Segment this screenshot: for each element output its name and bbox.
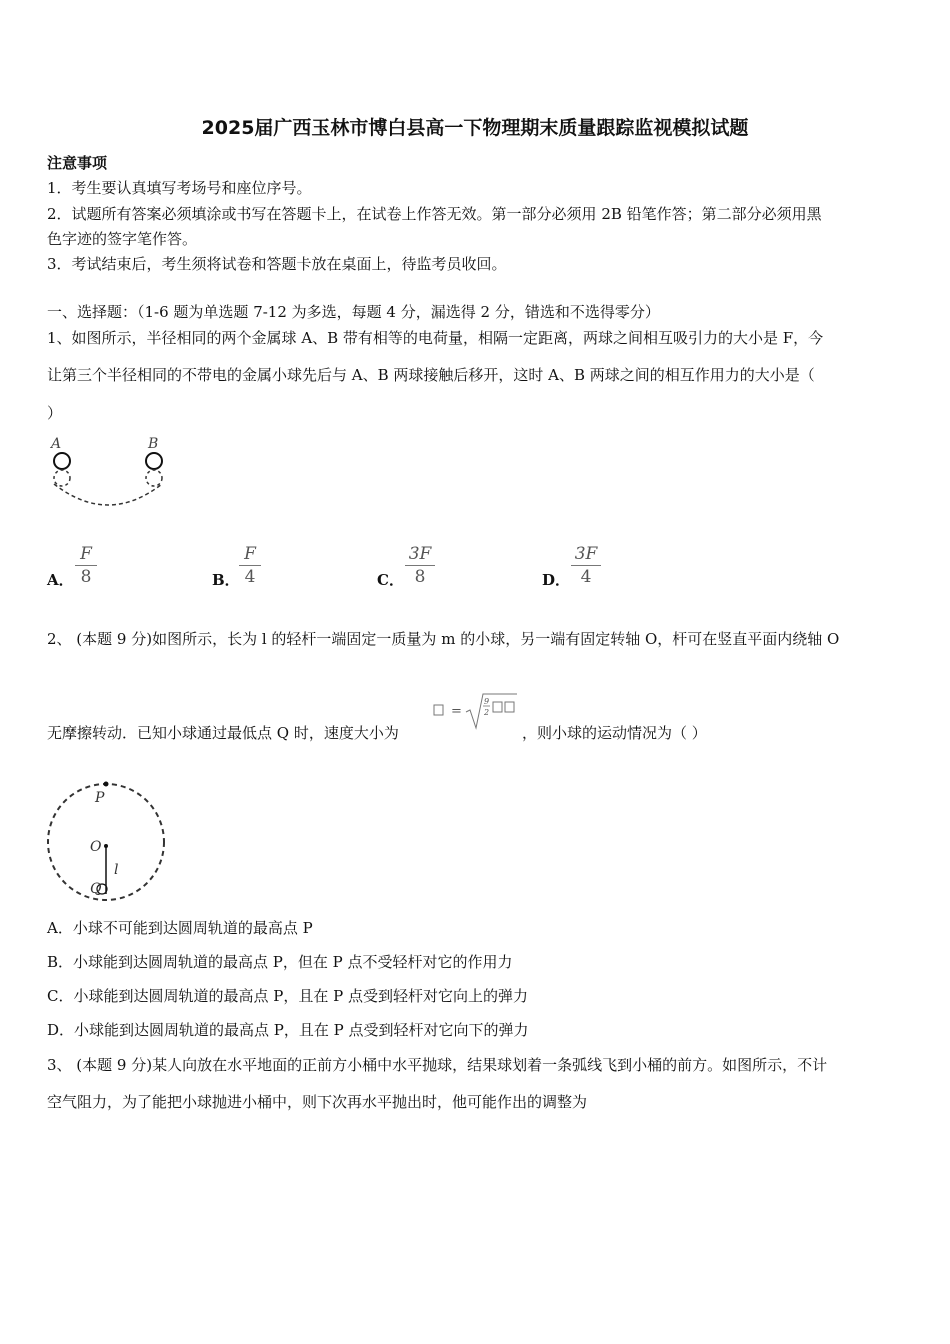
formula-num: 9 [484, 697, 490, 706]
third-sphere-at-b [146, 470, 162, 486]
notice-heading: 注意事项 [47, 154, 108, 172]
notice-item-1: 1．考生要认真填写考场号和座位序号。 [47, 179, 312, 197]
q1-line-1: 1、如图所示，半径相同的两个金属球 A、B 带有相等的电荷量，相隔一定距离，两球之间相互吸引力的大小是 F，今 [47, 329, 824, 347]
page-title: 2025届广西玉林市博白县高一下物理期末质量跟踪监视模拟试题 [201, 117, 749, 139]
q2-line-2-post: ，则小球的运动情况为（ ） [522, 724, 707, 742]
sphere-b [146, 453, 162, 469]
label-o: O [90, 839, 102, 855]
q2-option-c: C．小球能到达圆周轨道的最高点 P，且在 P 点受到轻杆对它向上的弹力 [47, 987, 528, 1005]
q2-option-b: B．小球能到达圆周轨道的最高点 P，但在 P 点不受轻杆对它的作用力 [47, 953, 513, 971]
q3-line-1: 3、 (本题 9 分)某人向放在水平地面的正前方小桶中水平抛球，结果球划着一条弧线飞到小桶的前方。如图所示，不计 [47, 1056, 828, 1074]
q1-figure [40, 430, 180, 510]
third-sphere-path [54, 484, 162, 505]
formula-den: 2 [484, 708, 490, 717]
q2-line-1: 2、 (本题 9 分)如图所示，长为 l 的轻杆一端固定一质量为 m 的小球，另一端有固定转轴 O，杆可在竖直平面内绕轴 O [47, 630, 840, 648]
notice-item-2: 2．试题所有答案必须填涂或书写在答题卡上，在试卷上作答无效。第一部分必须用 2B 铅笔作答；第二部分必须用黑 [47, 205, 822, 223]
q1-option-b: B． [212, 571, 240, 589]
sphere-a [54, 453, 70, 469]
q2-line-2-pre: 无摩擦转动．已知小球通过最低点 Q 时，速度大小为 [47, 724, 399, 742]
label-q: Q [90, 881, 102, 897]
q1-line-3: ） [47, 404, 63, 422]
formula-eq: = [451, 704, 462, 719]
q1-option-b-fraction: F 4 [239, 544, 261, 587]
q1-label-a: A [51, 436, 62, 452]
label-p: P [95, 790, 105, 806]
q2-velocity-formula [433, 692, 519, 732]
label-l: l [114, 862, 119, 878]
point-p-dot [104, 782, 109, 787]
q1-option-a-fraction: F 8 [75, 544, 97, 587]
notice-item-2-cont: 色字迹的签字笔作答。 [47, 230, 198, 248]
q1-label-b: B [148, 436, 159, 452]
q2-option-d: D．小球能到达圆周轨道的最高点 P，且在 P 点受到轻杆对它向下的弹力 [47, 1021, 529, 1039]
q1-option-d-fraction: 3F 4 [571, 544, 601, 587]
q1-option-d: D． [542, 571, 571, 589]
third-sphere-at-a [54, 470, 70, 486]
q2-option-a: A．小球不可能到达圆周轨道的最高点 P [47, 919, 313, 937]
q1-line-2: 让第三个半径相同的不带电的金属小球先后与 A、B 两球接触后移开，这时 A、B 两球之间的相互作用力的大小是（ [47, 366, 815, 384]
section-heading: 一、选择题：（1-6 题为单选题 7-12 为多选，每题 4 分，漏选得 2 分，错选和不选得零分） [47, 303, 660, 321]
q1-option-a: A． [47, 571, 74, 589]
q1-option-c-fraction: 3F 8 [405, 544, 435, 587]
q3-line-2: 空气阻力，为了能把小球抛进小桶中，则下次再水平抛出时，他可能作出的调整为 [47, 1093, 588, 1111]
notice-item-3: 3．考试结束后，考生须将试卷和答题卡放在桌面上，待监考员收回。 [47, 255, 507, 273]
q1-option-c: C． [377, 571, 404, 589]
q2-figure [40, 778, 180, 908]
